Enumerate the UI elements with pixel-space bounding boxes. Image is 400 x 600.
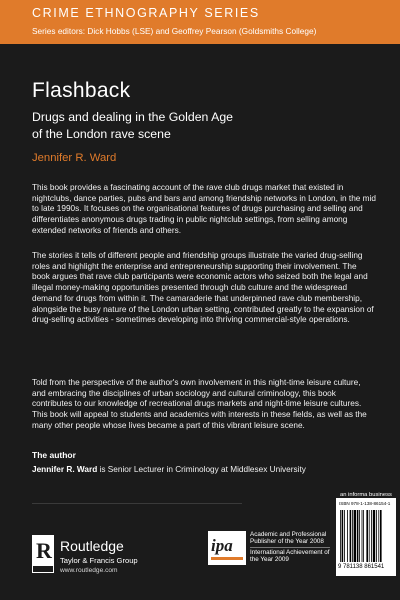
barcode-bar (373, 510, 375, 562)
routledge-logo-band (32, 565, 54, 573)
book-subtitle (32, 109, 372, 143)
barcode-bar (354, 510, 356, 562)
publisher-url: www.routledge.com (60, 567, 118, 574)
publisher-group: Taylor & Francis Group (60, 556, 138, 565)
barcode-bar (352, 510, 353, 562)
barcode-bars-icon (340, 510, 392, 562)
barcode-bar (378, 510, 379, 562)
divider (32, 503, 242, 504)
barcode-bar (362, 510, 363, 562)
barcode-bar (347, 510, 348, 562)
ipa-logo-stripe (211, 557, 243, 560)
blurb-paragraph-1: This book provides a fascinating account of the rave club drugs market that existed in nightclubs, dance parties, pubs and bars and among friendship networks in London, in the mid to late 1990s. It focuses on the organisational features of drugs purchasing and selling and differentiates anonymous drugs trading in public nightclub settings, from selling among extended networks of friends and others. (32, 183, 376, 235)
award-divider (250, 547, 330, 548)
author-bio (32, 465, 376, 474)
barcode-bar (371, 510, 372, 562)
series-title: CRIME ETHNOGRAPHY SERIES (32, 6, 260, 20)
barcode-bar (342, 510, 344, 562)
subtitle-line-2: of the London rave scene (32, 127, 171, 141)
barcode-bar (350, 510, 352, 562)
barcode-bar (366, 510, 368, 562)
barcode-bar (344, 510, 345, 562)
barcode-bar (380, 510, 382, 562)
barcode-bar (359, 510, 360, 562)
blurb-paragraph-3: Told from the perspective of the author's own involvement in this night-time leisure culture, and embracing the disciplines of urban sociology and cultural criminology, this book contributes to our knowledge of recreational drugs markets and night-time leisure cultures. This book will appeal to students and academics with interests in these fields, as well as the many other people whose lives became a part of this vibrant leisure scene. (32, 378, 367, 430)
routledge-logo-icon (32, 535, 54, 573)
barcode-bar (363, 510, 364, 562)
author-bio-text: is Senior Lecturer in Criminology at Middlesex University (97, 465, 306, 474)
ipa-logo-text: ipa (211, 536, 233, 555)
author-bio-name: Jennifer R. Ward (32, 465, 98, 474)
book-title: Flashback (32, 79, 131, 102)
barcode-bar (376, 510, 377, 562)
series-header-band (0, 0, 400, 44)
barcode-bar (357, 510, 359, 562)
routledge-logo-letter: R (36, 538, 52, 563)
barcode-bar (340, 510, 341, 562)
barcode (336, 498, 396, 576)
barcode-digits: 9 781138 861541 (338, 564, 385, 570)
subtitle-line-1: Drugs and dealing in the Golden Age (32, 110, 233, 124)
publisher-name: Routledge (60, 538, 124, 554)
isbn-text: ISBN 978-1-138-86154-1 (339, 501, 391, 506)
blurb-paragraph-2: The stories it tells of different people and friendship groups illustrate the varied drug-selling roles and highlight the enterprise and entrepreneurship supporting their involvement. The book argues that rave club participants were economic actors who seized both the legal and illegal money-making opportunities presented through club culture and the widespread demand for drugs from within it. The camaraderie that underpinned rave club membership, alongside the busy nature of the London urban setting, contributed greatly to the expansion of drug-selling activities - sometimes developing into thriving commercial-style operations. (32, 251, 374, 325)
book-author: Jennifer R. Ward (32, 152, 117, 164)
barcode-bar (369, 510, 370, 562)
ipa-logo-icon (208, 531, 246, 565)
series-editors: Series editors: Dick Hobbs (LSE) and Geoffrey Pearson (Goldsmiths College) (32, 26, 317, 36)
author-section-heading: The author (32, 450, 76, 460)
informa-business-label: an informa business (340, 492, 392, 498)
ipa-award-2009: International Achievement of the Year 2009 (250, 549, 330, 564)
ipa-award-2008: Academic and Professional Publisher of the Year 2008 (250, 531, 327, 546)
